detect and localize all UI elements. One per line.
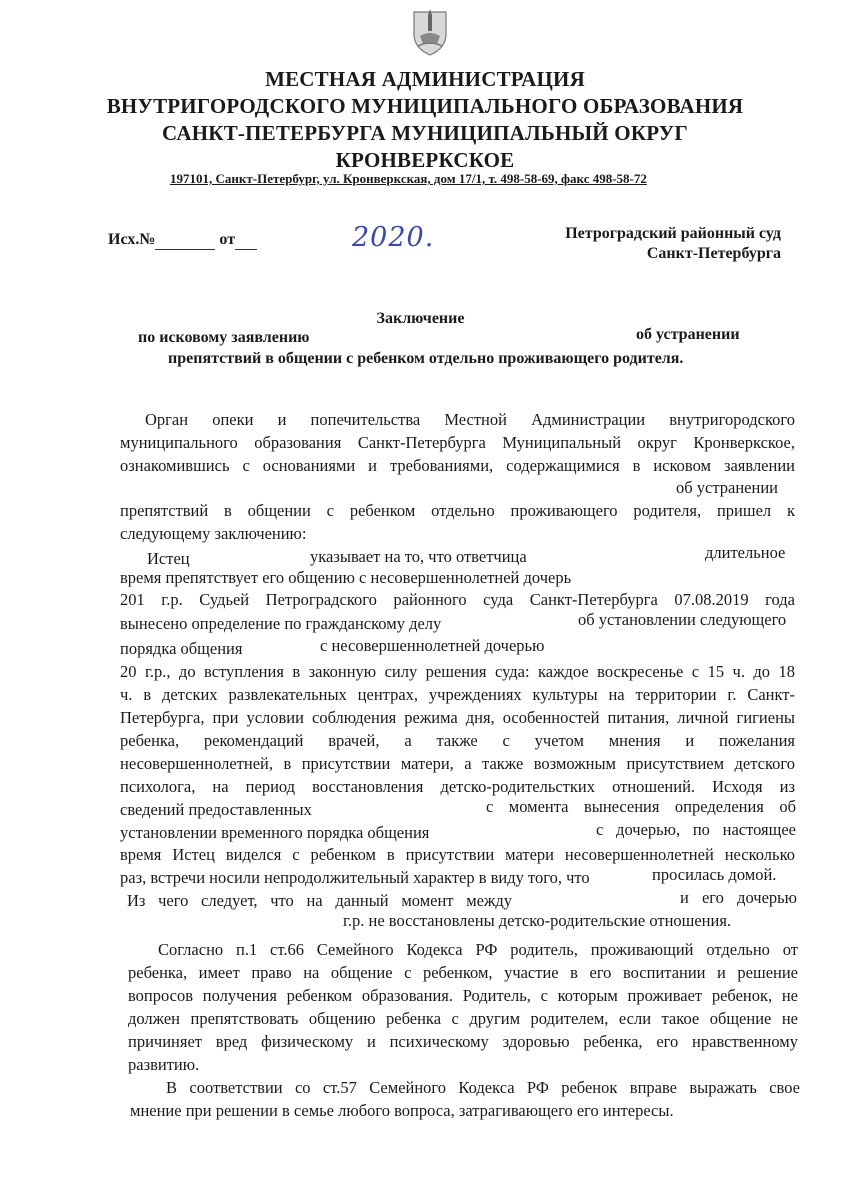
subject-line-2: препятствий в общении с ребенком отдельно проживающего родителя.: [168, 350, 684, 367]
org-name-line-1: МЕСТНАЯ АДМИНИСТРАЦИЯ: [265, 67, 585, 91]
reference-date-blank: [235, 231, 257, 250]
coat-of-arms-icon: [410, 6, 450, 56]
body-line: ч. в детских развлекательных центрах, учреждениях культуры на территории г. Санкт-: [120, 685, 795, 704]
body-line: развитию.: [128, 1055, 200, 1074]
org-name-line-3: САНКТ-ПЕТЕРБУРГА МУНИЦИПАЛЬНЫЙ ОКРУГ: [162, 121, 688, 145]
body-line: В соответствии со ст.57 Семейного Кодекса РФ ребенок вправе выражать свое: [166, 1078, 800, 1097]
organization-header: [80, 66, 770, 174]
body-line: и его дочерью: [680, 888, 797, 907]
org-name-line-2: ВНУТРИГОРОДСКОГО МУНИЦИПАЛЬНОГО ОБРАЗОВАНИЯ: [106, 94, 744, 118]
body-line: с момента вынесения определения об: [486, 797, 796, 816]
body-line: Согласно п.1 ст.66 Семейного Кодекса РФ родитель, проживающий отдельно от: [158, 940, 798, 959]
body-line: с несовершеннолетней дочерью: [320, 636, 545, 655]
body-line: ребенка, имеет право на общение с ребенком, участие в его воспитании и решение: [128, 963, 798, 982]
body-line: длительное: [705, 543, 786, 562]
body-line: 20 г.р., до вступления в законную силу решения суда: каждое воскресенье с 15 ч. до 18: [120, 662, 795, 681]
body-line: вынесено определение по гражданскому делу: [120, 614, 442, 633]
reference-number-blank: [155, 231, 215, 250]
body-line: 201 г.р. Судьей Петроградского районного суда Санкт-Петербурга 07.08.2019 года: [120, 590, 795, 609]
org-name-line-4: КРОНВЕРКСКОЕ: [335, 148, 515, 172]
handwritten-date: 2020.: [352, 222, 435, 253]
document-title: Заключение: [376, 310, 465, 327]
org-address: 197101, Санкт-Петербург, ул. Кронверкская, дом 17/1, т. 498-58-69, факс 498-58-72: [170, 171, 647, 186]
reference-number-label: Исх.№: [108, 231, 156, 248]
body-line: порядка общения: [120, 639, 243, 658]
body-line: Орган опеки и попечительства Местной Администрации внутригородского: [145, 410, 795, 429]
body-line: г.р. не восстановлены детско-родительские отношения.: [343, 911, 732, 930]
body-line: время Истец виделся с ребенком в присутствии матери несовершеннолетней несколько: [120, 845, 795, 864]
body-line: Из чего следует, что на данный момент между: [127, 891, 512, 910]
outgoing-reference: [108, 231, 257, 250]
reference-date-label: от: [219, 231, 236, 248]
body-line: Истец: [147, 549, 190, 568]
body-line: следующему заключению:: [120, 524, 307, 543]
body-line: психолога, на период восстановления детско-родительстких отношений. Исходя из: [120, 777, 795, 796]
body-line: сведений предоставленных: [120, 800, 312, 819]
body-line: муниципального образования Санкт-Петербурга Муниципальный округ Кронверкское,: [120, 433, 795, 452]
body-line: установлении временного порядка общения: [120, 823, 430, 842]
body-line: препятствий в общении с ребенком отдельно проживающего родителя, пришел к: [120, 501, 795, 520]
body-line: с дочерью, по настоящее: [596, 820, 796, 839]
body-line: ребенка, рекомендаций врачей, а также с учетом мнения и пожелания: [120, 731, 795, 750]
body-line: должен препятствовать общению ребенка с другим родителем, если такое общение не: [128, 1009, 798, 1028]
addressee-court: Петроградский районный суд: [565, 225, 781, 242]
body-line: Петербурга, при условии соблюдения режима дня, особенностей питания, личной гигиены: [120, 708, 795, 727]
body-line: причиняет вред физическому и психическому здоровью ребенка, его нравственному: [128, 1032, 798, 1051]
body-line: ознакомившись с основаниями и требованиями, содержащимися в исковом заявлении: [120, 456, 795, 475]
body-line: время препятствует его общению с несовершеннолетней дочерь: [120, 568, 572, 587]
subject-line-1-end: об устранении: [636, 326, 740, 343]
addressee-city: Санкт-Петербурга: [646, 245, 781, 262]
body-line: несовершеннолетней, в присутствии матери, а также возможным присутствием детского: [120, 754, 795, 773]
addressee-block: [565, 224, 781, 264]
body-line: об устранении: [676, 478, 778, 497]
body-line: об установлении следующего: [578, 610, 787, 629]
body-line: мнение при решении в семье любого вопроса, затрагивающего его интересы.: [130, 1101, 674, 1120]
subject-line-1-start: по исковому заявлению: [138, 329, 310, 346]
body-line: просилась домой.: [652, 865, 777, 884]
body-line: вопросов получения ребенком образования. Родитель, с которым проживает ребенок, не: [128, 986, 798, 1005]
body-line: указывает на то, что ответчица: [310, 547, 527, 566]
body-line: раз, встречи носили непродолжительный характер в виду того, что: [120, 868, 590, 887]
